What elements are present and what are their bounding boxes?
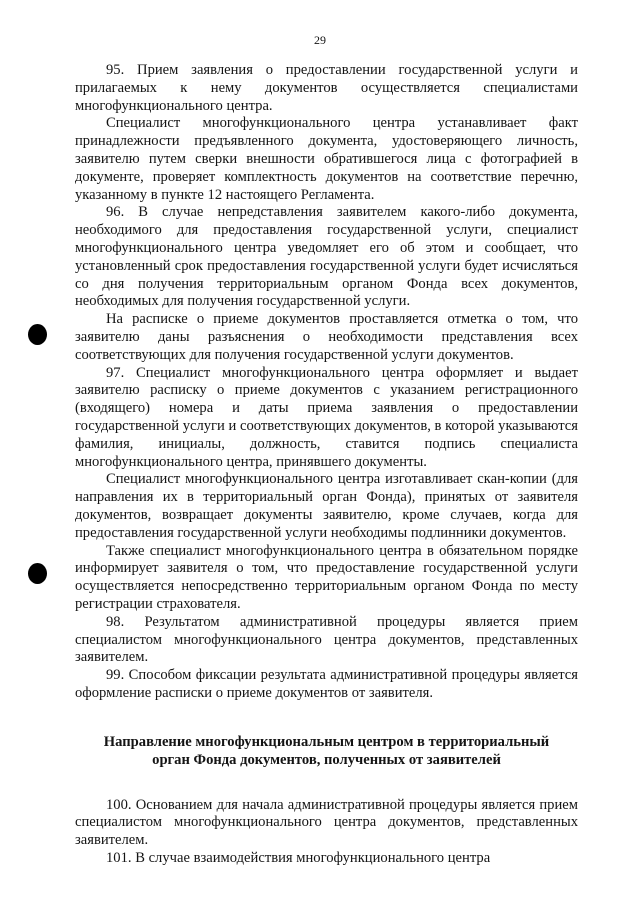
punch-hole-mark bbox=[28, 324, 47, 345]
paragraph-97-scan-copies: Специалист многофункционального центра изготавливает скан-копии (для направления их в территориальный орган Фонда), принятых от заявителя документов, возвращает документы заявителю, кроме случаев, когда для предоставления государственной услуги необходимы подлинники документов. bbox=[75, 471, 578, 541]
paragraph-95: 95. Прием заявления о предоставлении государственной услуги и прилагаемых к нему документов осуществляется специалистами многофункционального центра. bbox=[75, 62, 578, 114]
paragraph-95-identity-check: Специалист многофункционального центра устанавливает факт принадлежности предъявленного документа, удостоверяющего личность, заявителю путем сверки внешности обратившегося лица с фотографией в документе, проверяет комплектность документов на соответствие перечню, указанному в пункте 12 настоящего Регламента. bbox=[75, 115, 578, 203]
page-number: 29 bbox=[314, 33, 326, 47]
paragraph-101: 101. В случае взаимодействия многофункционального центра bbox=[106, 850, 491, 867]
paragraph-97-inform: Также специалист многофункционального центра в обязательном порядке информирует заявителя о том, что предоставление государственной услуги осуществляется непосредственно территориальным органом Фонда по месту регистрации страхователя. bbox=[75, 542, 578, 612]
section-heading bbox=[75, 733, 578, 769]
punch-hole-mark bbox=[28, 563, 47, 584]
document-body bbox=[75, 62, 578, 868]
paragraph-96-receipt-note: На расписке о приеме документов проставляется отметка о том, что заявителю даны разъяснения о необходимости представления всех соответствующих для получения государственной услуги документов. bbox=[75, 311, 578, 363]
paragraph-98: 98. Результатом административной процедуры является прием специалистом многофункционального центра документов, представленных заявителем. bbox=[75, 613, 578, 666]
section-heading-line: орган Фонда документов, полученных от заявителей bbox=[152, 751, 501, 768]
paragraph-99: 99. Способом фиксации результата административной процедуры является оформление расписки о приеме документов от заявителя. bbox=[75, 667, 578, 701]
section-heading-line: Направление многофункциональным центром в территориальный bbox=[103, 733, 550, 750]
paragraph-100: 100. Основанием для начала административной процедуры является прием специалистом многофункционального центра документов, представленных заявителем. bbox=[75, 796, 578, 849]
paragraph-97: 97. Специалист многофункционального центра оформляет и выдает заявителю расписку о приеме документов с указанием регистрационного (входящего) номера и даты приема заявления о предоставлении государственной услуги и соответствующих документов, в которой указываются фамилия, инициалы, должность, ставится подпись специалиста многофункционального центра, принявшего документы. bbox=[75, 364, 578, 470]
paragraph-96: 96. В случае непредставления заявителем какого-либо документа, необходимого для предоставления государственной услуги, специалист многофункционального центра уведомляет его об этом и сообщает, что установленный срок предоставления государственной услуги будет исчисляться со дня получения территориальным органом Фонда всех документов, необходимых для получения государственной услуги. bbox=[75, 204, 578, 310]
